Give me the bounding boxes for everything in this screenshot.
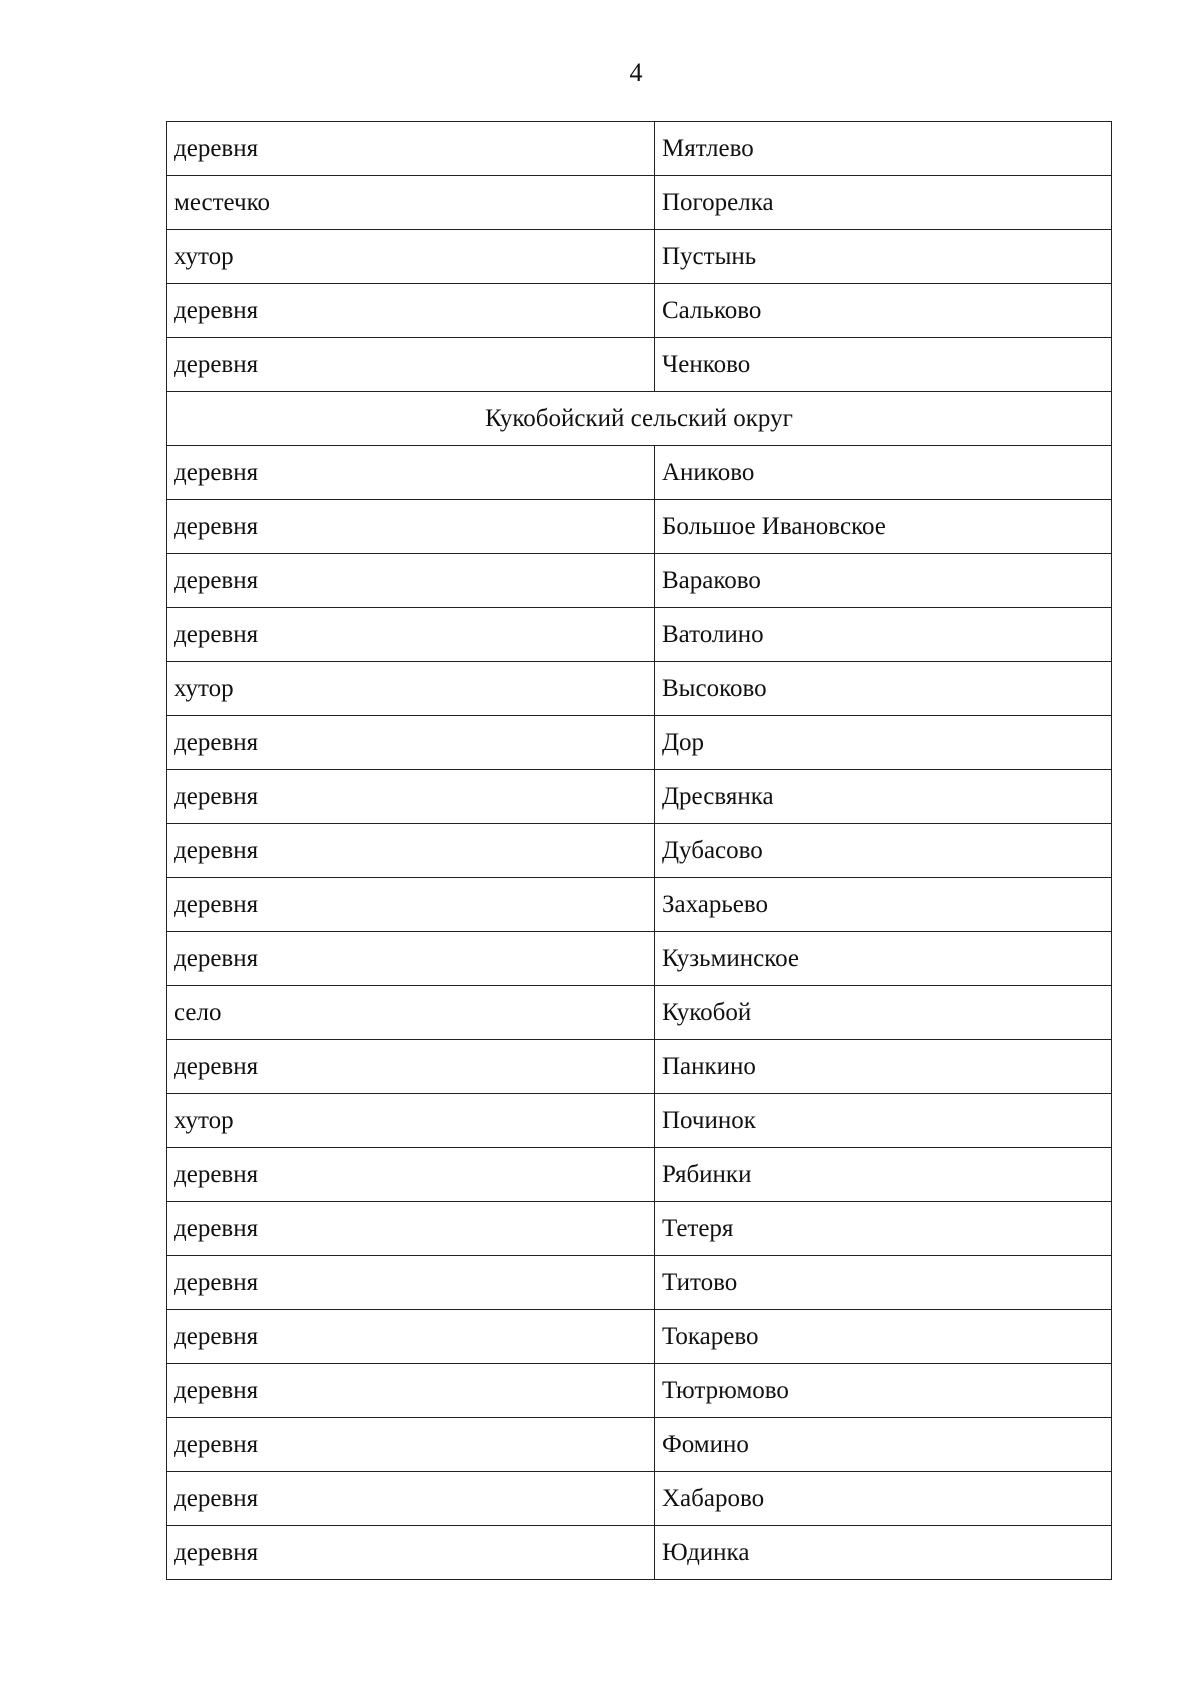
settlement-name-cell: Дубасово	[655, 824, 1112, 878]
table-row	[167, 1202, 1112, 1256]
table-row	[167, 608, 1112, 662]
settlement-name-cell: Дресвянка	[655, 770, 1112, 824]
table-row	[167, 986, 1112, 1040]
settlement-name-cell: Панкино	[655, 1040, 1112, 1094]
settlement-name-cell: Кукобой	[655, 986, 1112, 1040]
table-row	[167, 500, 1112, 554]
settlement-type-cell: деревня	[167, 716, 655, 770]
table-row	[167, 176, 1112, 230]
settlement-name-cell: Пустынь	[655, 230, 1112, 284]
settlement-type-cell: деревня	[167, 1040, 655, 1094]
table-row	[167, 1472, 1112, 1526]
settlement-type-cell: деревня	[167, 878, 655, 932]
settlement-type-cell: деревня	[167, 1148, 655, 1202]
settlement-name-cell: Починок	[655, 1094, 1112, 1148]
settlement-name-cell: Дор	[655, 716, 1112, 770]
settlement-type-cell: деревня	[167, 1364, 655, 1418]
settlement-type-cell: хутор	[167, 1094, 655, 1148]
settlement-name-cell: Вараково	[655, 554, 1112, 608]
settlement-type-cell: деревня	[167, 1472, 655, 1526]
table-row	[167, 230, 1112, 284]
settlement-type-cell: деревня	[167, 608, 655, 662]
settlement-name-cell: Сальково	[655, 284, 1112, 338]
settlement-type-cell: деревня	[167, 824, 655, 878]
settlement-type-cell: деревня	[167, 1256, 655, 1310]
settlement-name-cell: Высоково	[655, 662, 1112, 716]
table-row	[167, 1040, 1112, 1094]
table-row	[167, 1418, 1112, 1472]
settlement-name-cell: Тетеря	[655, 1202, 1112, 1256]
settlement-name-cell: Токарево	[655, 1310, 1112, 1364]
settlement-type-cell: хутор	[167, 230, 655, 284]
settlement-type-cell: деревня	[167, 500, 655, 554]
settlement-type-cell: деревня	[167, 1526, 655, 1580]
settlement-type-cell: деревня	[167, 284, 655, 338]
table-row	[167, 932, 1112, 986]
table-row	[167, 554, 1112, 608]
settlement-type-cell: деревня	[167, 446, 655, 500]
settlement-name-cell: Ватолино	[655, 608, 1112, 662]
settlement-name-cell: Кузьминское	[655, 932, 1112, 986]
table-row	[167, 1094, 1112, 1148]
settlement-type-cell: деревня	[167, 554, 655, 608]
settlement-type-cell: деревня	[167, 1418, 655, 1472]
settlement-type-cell: деревня	[167, 932, 655, 986]
table-row	[167, 1364, 1112, 1418]
page-number: 4	[629, 58, 643, 87]
settlement-type-cell: деревня	[167, 1202, 655, 1256]
settlement-type-cell: село	[167, 986, 655, 1040]
table-row	[167, 878, 1112, 932]
settlement-type-cell: хутор	[167, 662, 655, 716]
settlement-type-cell: деревня	[167, 770, 655, 824]
table-row	[167, 122, 1112, 176]
settlement-name-cell: Большое Ивановское	[655, 500, 1112, 554]
settlement-name-cell: Мятлево	[655, 122, 1112, 176]
settlement-name-cell: Юдинка	[655, 1526, 1112, 1580]
settlement-name-cell: Аниково	[655, 446, 1112, 500]
table-row	[167, 1310, 1112, 1364]
table-row	[167, 824, 1112, 878]
table-row	[167, 338, 1112, 392]
settlement-name-cell: Тютрюмово	[655, 1364, 1112, 1418]
table-row	[167, 446, 1112, 500]
section-title: Кукобойский сельский округ	[167, 392, 1112, 446]
settlement-name-cell: Рябинки	[655, 1148, 1112, 1202]
table-row	[167, 662, 1112, 716]
table-row	[167, 1526, 1112, 1580]
table-row	[167, 1148, 1112, 1202]
table-row	[167, 716, 1112, 770]
section-header-row	[167, 392, 1112, 446]
settlement-type-cell: деревня	[167, 1310, 655, 1364]
settlement-name-cell: Погорелка	[655, 176, 1112, 230]
settlement-name-cell: Захарьево	[655, 878, 1112, 932]
settlement-name-cell: Титово	[655, 1256, 1112, 1310]
settlements-table	[166, 121, 1112, 1580]
settlement-name-cell: Хабарово	[655, 1472, 1112, 1526]
settlement-name-cell: Ченково	[655, 338, 1112, 392]
settlement-type-cell: деревня	[167, 122, 655, 176]
settlement-type-cell: местечко	[167, 176, 655, 230]
settlement-name-cell: Фомино	[655, 1418, 1112, 1472]
table-row	[167, 1256, 1112, 1310]
table-row	[167, 770, 1112, 824]
settlement-type-cell: деревня	[167, 338, 655, 392]
table-row	[167, 284, 1112, 338]
